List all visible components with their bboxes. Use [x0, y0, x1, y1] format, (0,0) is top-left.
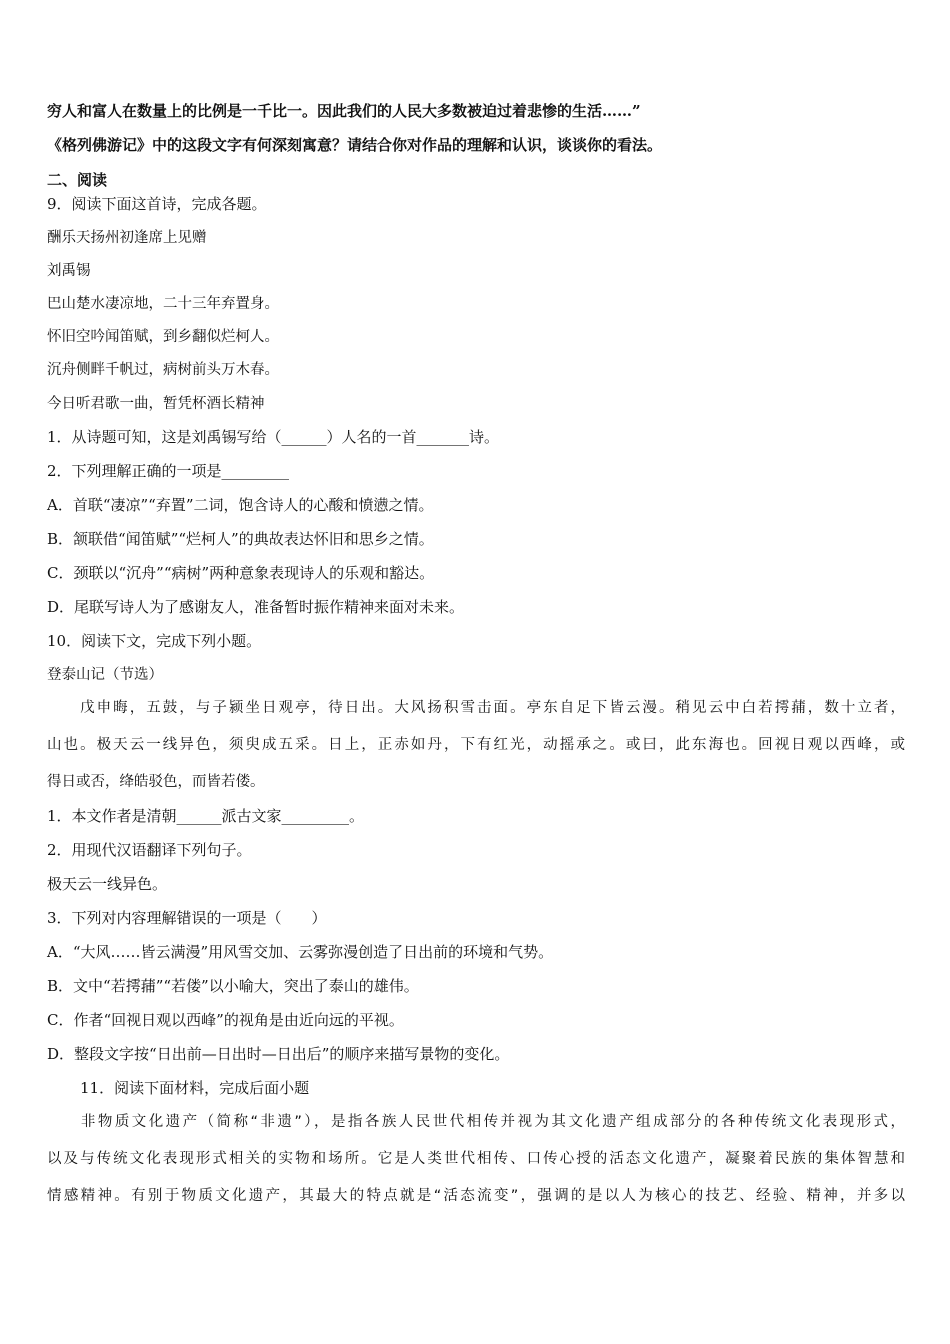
material-line-1: 非物质文化遗产（简称“非遗”），是指各族人民世代相传并视为其文化遗产组成部分的各种传统文化表现形式，: [47, 1114, 905, 1130]
q9-sub2: 2．下列理解正确的一项是_________: [47, 462, 290, 480]
q10-sub2-sentence: 极天云一线异色。: [47, 875, 168, 893]
prev-quote-line: 穷人和富人在数量上的比例是一千比一。因此我们的人民大多数被迫过着悲惨的生活……”: [47, 102, 641, 120]
poem-author: 刘禹锡: [47, 263, 91, 279]
prev-question: 《格列佛游记》中的这段文字有何深刻寓意？请结合你对作品的理解和认识，谈谈你的看法。: [47, 136, 663, 154]
q10-instruction: 10．阅读下文，完成下列小题。: [47, 632, 262, 650]
material-line-2: 以及与传统文化表现形式相关的实物和场所。它是人类世代相传、口传心授的活态文化遗产，凝聚着民族的集体智慧和: [47, 1151, 905, 1167]
q9-option-b: B．颔联借“闻笛赋”“烂柯人”的典故表达怀旧和思乡之情。: [47, 530, 434, 548]
q10-sub2: 2．用现代汉语翻译下列句子。: [47, 841, 252, 859]
material-line-3: 情感精神。有别于物质文化遗产，其最大的特点就是“活态流变”，强调的是以人为核心的技艺、经验、精神，并多以: [47, 1188, 905, 1204]
q9-option-d: D．尾联写诗人为了感谢友人，准备暂时振作精神来面对未来。: [47, 598, 465, 616]
poem-line-2: 怀旧空吟闻笛赋，到乡翻似烂柯人。: [47, 329, 279, 345]
essay-title: 登泰山记（节选）: [47, 667, 163, 683]
q10-sub3: 3．下列对内容理解错误的一项是（ ）: [47, 909, 327, 927]
poem-title: 酬乐天扬州初逢席上见赠: [47, 230, 207, 246]
q10-option-d: D．整段文字按“日出前—日出时—日出后”的顺序来描写景物的变化。: [47, 1045, 510, 1063]
q9-sub1: 1．从诗题可知，这是刘禹锡写给（______）人名的一首_______诗。: [47, 428, 500, 446]
q10-option-b: B．文中“若摴蒱”“若偻”以小喻大，突出了泰山的雄伟。: [47, 977, 419, 995]
section-heading-reading: 二、阅读: [47, 171, 108, 189]
q9-instruction: 9．阅读下面这首诗，完成各题。: [47, 195, 267, 213]
essay-line-3: 得日或否，绛皓驳色，而皆若偻。: [47, 774, 265, 790]
essay-line-2: 山也。极天云一线异色，须臾成五采。日上，正赤如丹，下有红光，动摇承之。或曰，此东海也。回视日观以西峰，或: [47, 737, 905, 753]
q10-option-c: C．作者“回视日观以西峰”的视角是由近向远的平视。: [47, 1011, 404, 1029]
poem-line-3: 沉舟侧畔千帆过，病树前头万木春。: [47, 362, 279, 378]
poem-line-1: 巴山楚水凄凉地，二十三年弃置身。: [47, 296, 279, 312]
q10-option-a: A．“大风……皆云满漫”用风雪交加、云雾弥漫创造了日出前的环境和气势。: [47, 943, 554, 961]
poem-line-4: 今日听君歌一曲，暂凭杯酒长精神: [47, 396, 265, 412]
q10-sub1: 1．本文作者是清朝______派古文家_________。: [47, 807, 365, 825]
q9-option-c: C．颈联以“沉舟”“病树”两种意象表现诗人的乐观和豁达。: [47, 564, 435, 582]
essay-line-1: 戊申晦，五鼓，与子颍坐日观亭，待日出。大风扬积雪击面。亭东自足下皆云漫。稍见云中白若摴蒱，数十立者，: [47, 700, 905, 716]
q11-instruction: 11．阅读下面材料，完成后面小题: [80, 1079, 310, 1097]
q9-option-a: A．首联“凄凉”“弃置”二词，饱含诗人的心酸和愤懑之情。: [47, 496, 434, 514]
